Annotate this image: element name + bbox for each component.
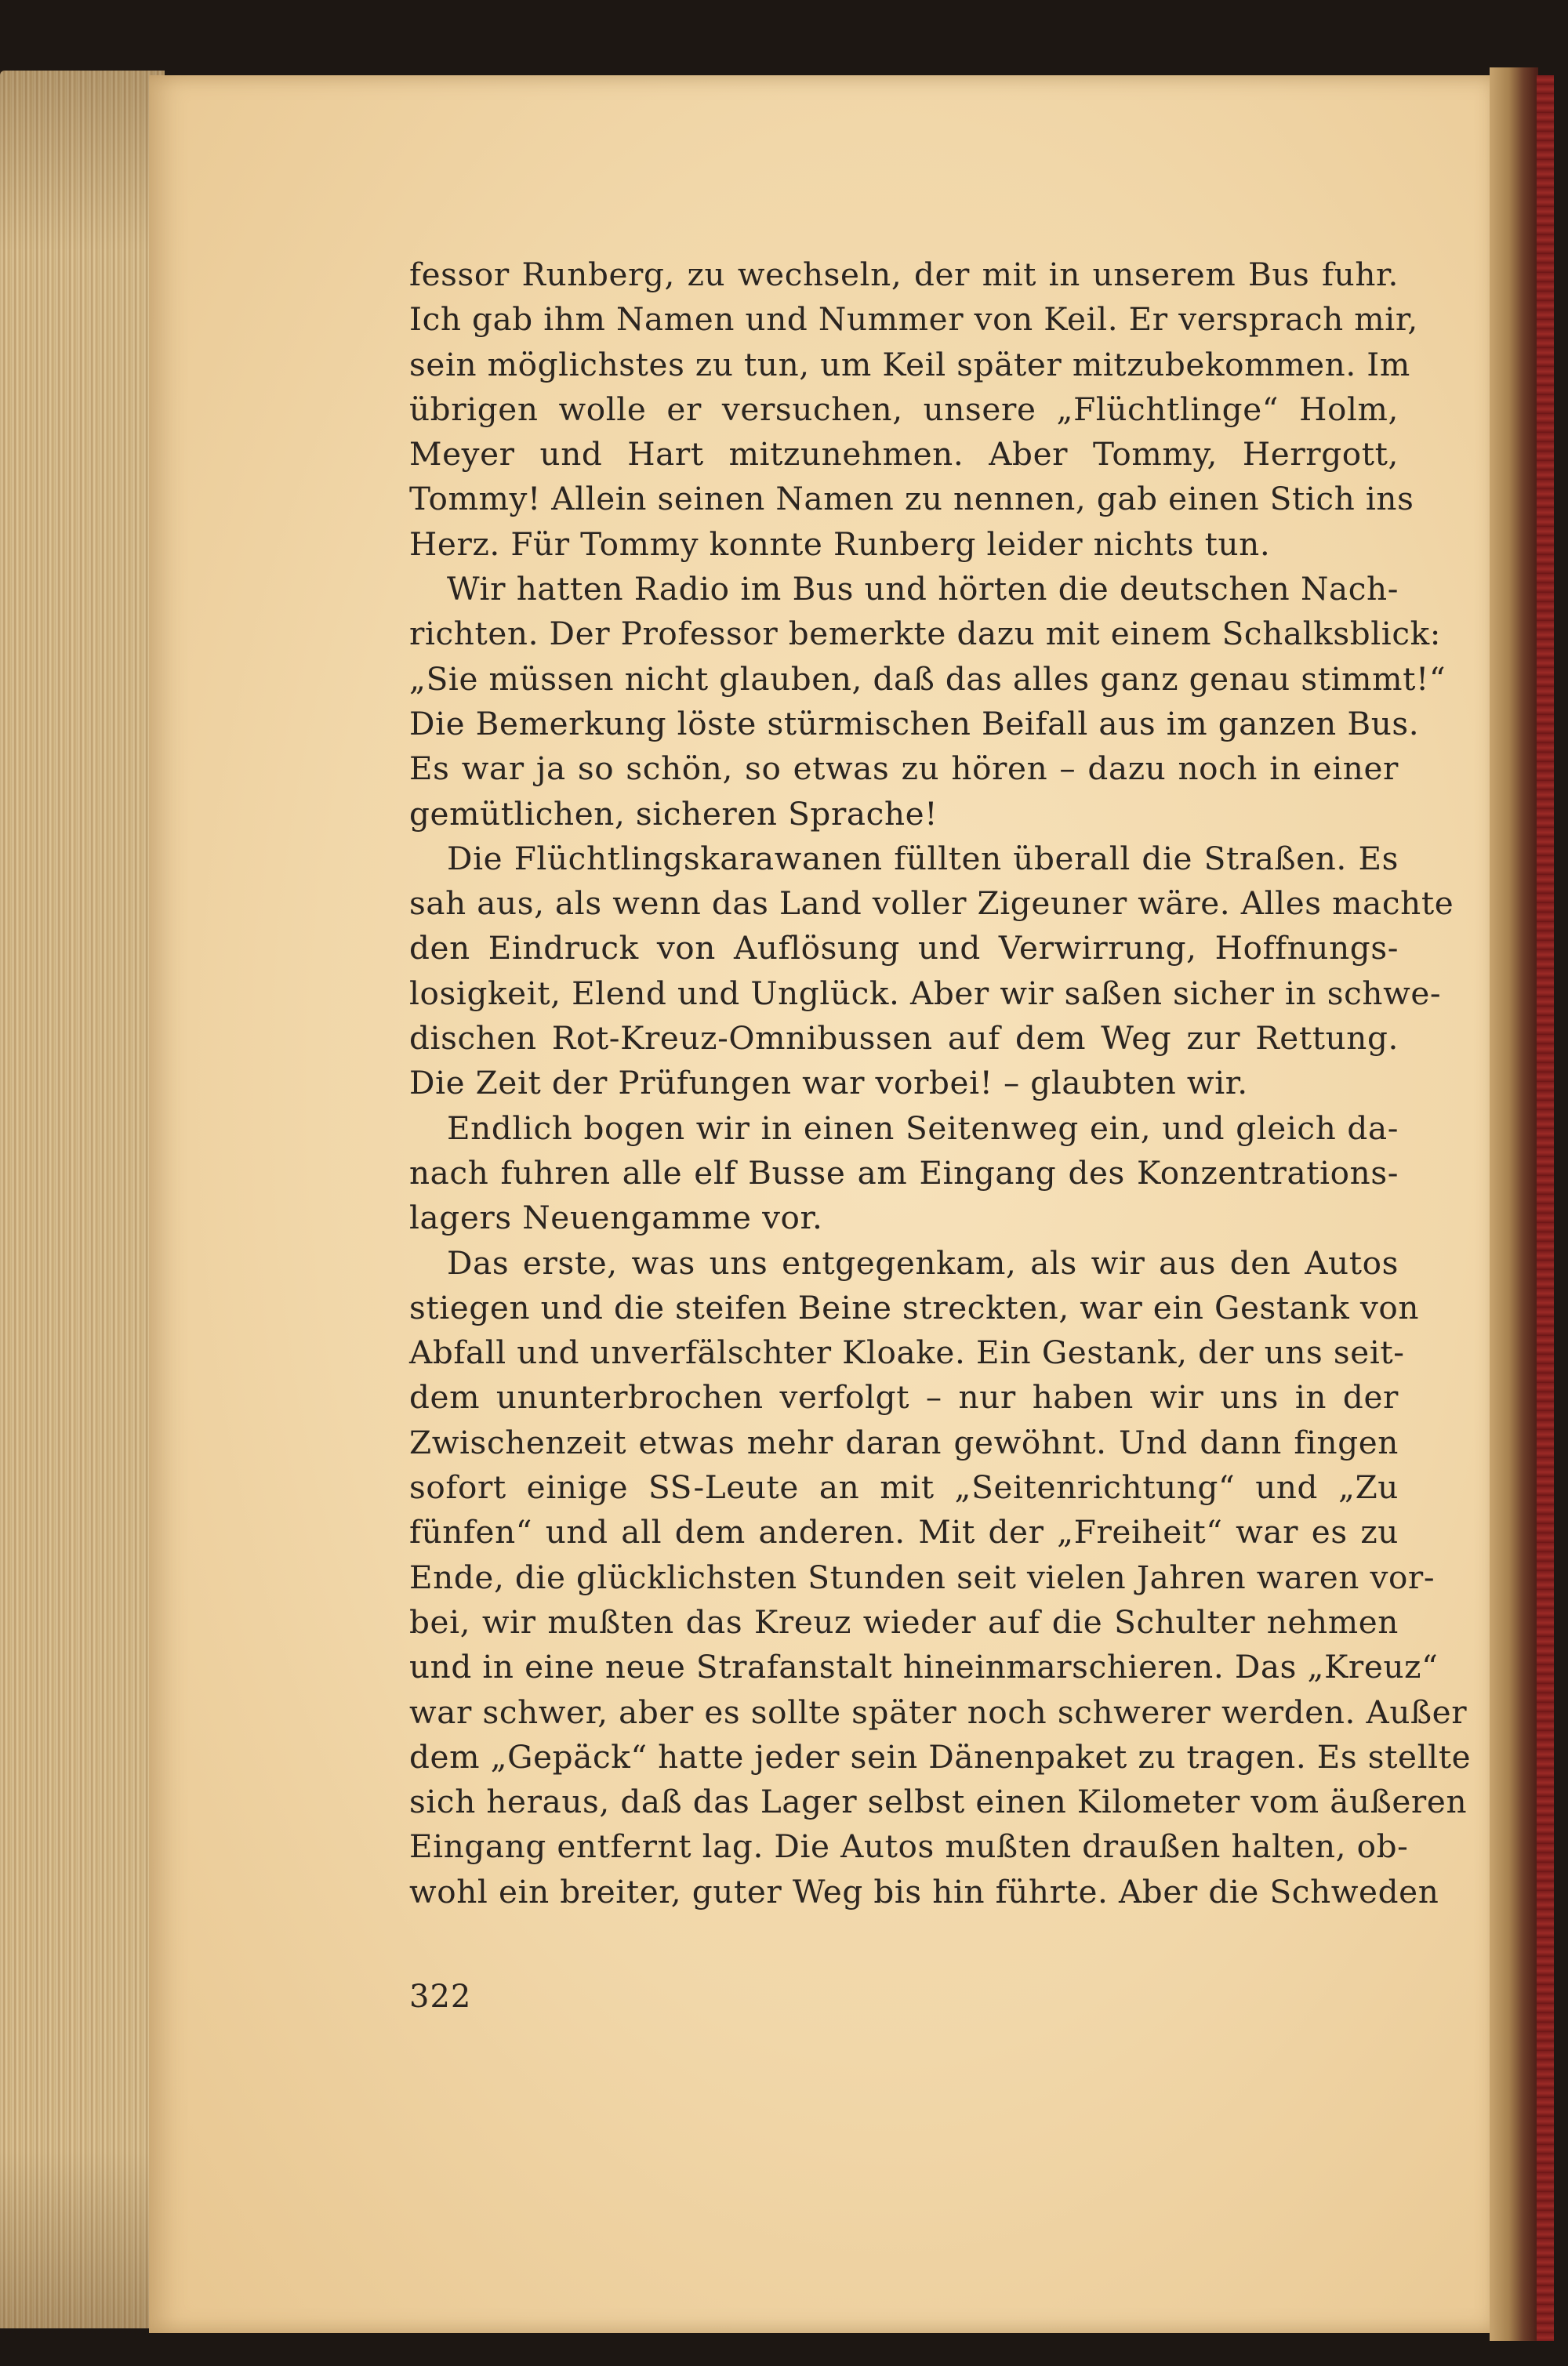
text-line: übrigen wolle er versuchen, unsere „Flüchtlinge“ Holm, (409, 390, 1399, 428)
text-line: Die Flüchtlingskarawanen füllten überall die Straßen. Es (447, 839, 1399, 877)
book-binding (1490, 67, 1538, 2341)
text-line: fessor Runberg, zu wechseln, der mit in unserem Bus fuhr. (409, 256, 1399, 293)
text-line: Herz. Für Tommy konnte Runberg leider nichts tun. (409, 524, 1271, 563)
text-line: Es war ja so schön, so etwas zu hören – dazu noch in einer (409, 749, 1399, 788)
text-line: Ich gab ihm Namen und Nummer von Keil. Er versprach mir, (409, 300, 1418, 339)
text-line: Zwischenzeit etwas mehr daran gewöhnt. Und dann fingen (409, 1423, 1399, 1461)
text-line: fünfen“ und all dem anderen. Mit der „Freiheit“ war es zu (409, 1513, 1399, 1551)
text-line: Ende, die glücklichsten Stunden seit vielen Jahren waren vor- (409, 1558, 1436, 1596)
text-line: sein möglichstes zu tun, um Keil später mitzubekommen. Im (409, 345, 1410, 383)
text-line: dischen Rot-Kreuz-Omnibussen auf dem Weg zur Rettung. (409, 1019, 1399, 1058)
text-line: gemütlichen, sicheren Sprache! (409, 794, 938, 833)
text-line: Wir hatten Radio im Bus und hörten die deutschen Nach- (447, 570, 1399, 608)
body-text (409, 252, 1472, 1914)
text-line: lagers Neuengamme vor. (409, 1199, 823, 1237)
binding-ribbon (1537, 75, 1554, 2341)
text-line: sofort einige SS-Leute an mit „Seitenrichtung“ und „Zu (409, 1468, 1399, 1507)
page-edges (0, 71, 165, 2328)
text-line: den Eindruck von Auflösung und Verwirrung, Hoffnungs- (409, 929, 1399, 967)
text-line: „Sie müssen nicht glauben, daß das alles ganz genau stimmt!“ (409, 659, 1446, 698)
text-line: Tommy! Allein seinen Namen zu nennen, gab einen Stich ins (409, 480, 1414, 518)
text-line: Endlich bogen wir in einen Seitenweg ein, und gleich da- (447, 1109, 1399, 1147)
text-line: und in eine neue Strafanstalt hineinmarschieren. Das „Kreuz“ (409, 1648, 1439, 1686)
text-line: war schwer, aber es sollte später noch schwerer werden. Außer (409, 1693, 1468, 1731)
text-line: richten. Der Professor bemerkte dazu mit einem Schalksblick: (409, 615, 1442, 653)
text-line: Meyer und Hart mitzunehmen. Aber Tommy, Herrgott, (409, 435, 1399, 474)
text-line: dem ununterbrochen verfolgt – nur haben wir uns in der (409, 1378, 1399, 1417)
text-line: sich heraus, daß das Lager selbst einen Kilometer vom äußeren (409, 1783, 1468, 1821)
text-line: Eingang entfernt lag. Die Autos mußten draußen halten, ob- (409, 1827, 1409, 1866)
text-line: Abfall und unverfälschter Kloake. Ein Gestank, der uns seit- (409, 1334, 1405, 1372)
text-line: nach fuhren alle elf Busse am Eingang des Konzentrations- (409, 1153, 1399, 1192)
text-line: Die Zeit der Prüfungen war vorbei! – glaubten wir. (409, 1064, 1248, 1102)
text-line: dem „Gepäck“ hatte jeder sein Dänenpaket zu tragen. Es stellte (409, 1737, 1472, 1776)
text-line: Die Bemerkung löste stürmischen Beifall aus im ganzen Bus. (409, 704, 1420, 742)
text-line: wohl ein breiter, guter Weg bis hin führte. Aber die Schweden (409, 1872, 1439, 1911)
text-line: bei, wir mußten das Kreuz wieder auf die Schulter nehmen (409, 1602, 1399, 1641)
text-line: stiegen und die steifen Beine streckten, war ein Gestank von (409, 1288, 1419, 1326)
page-number: 322 (409, 1979, 472, 2015)
text-line: sah aus, als wenn das Land voller Zigeuner wäre. Alles machte (409, 884, 1454, 923)
text-line: losigkeit, Elend und Unglück. Aber wir saßen sicher in schwe- (409, 974, 1442, 1012)
text-line: Das erste, was uns entgegenkam, als wir aus den Autos (447, 1243, 1399, 1282)
